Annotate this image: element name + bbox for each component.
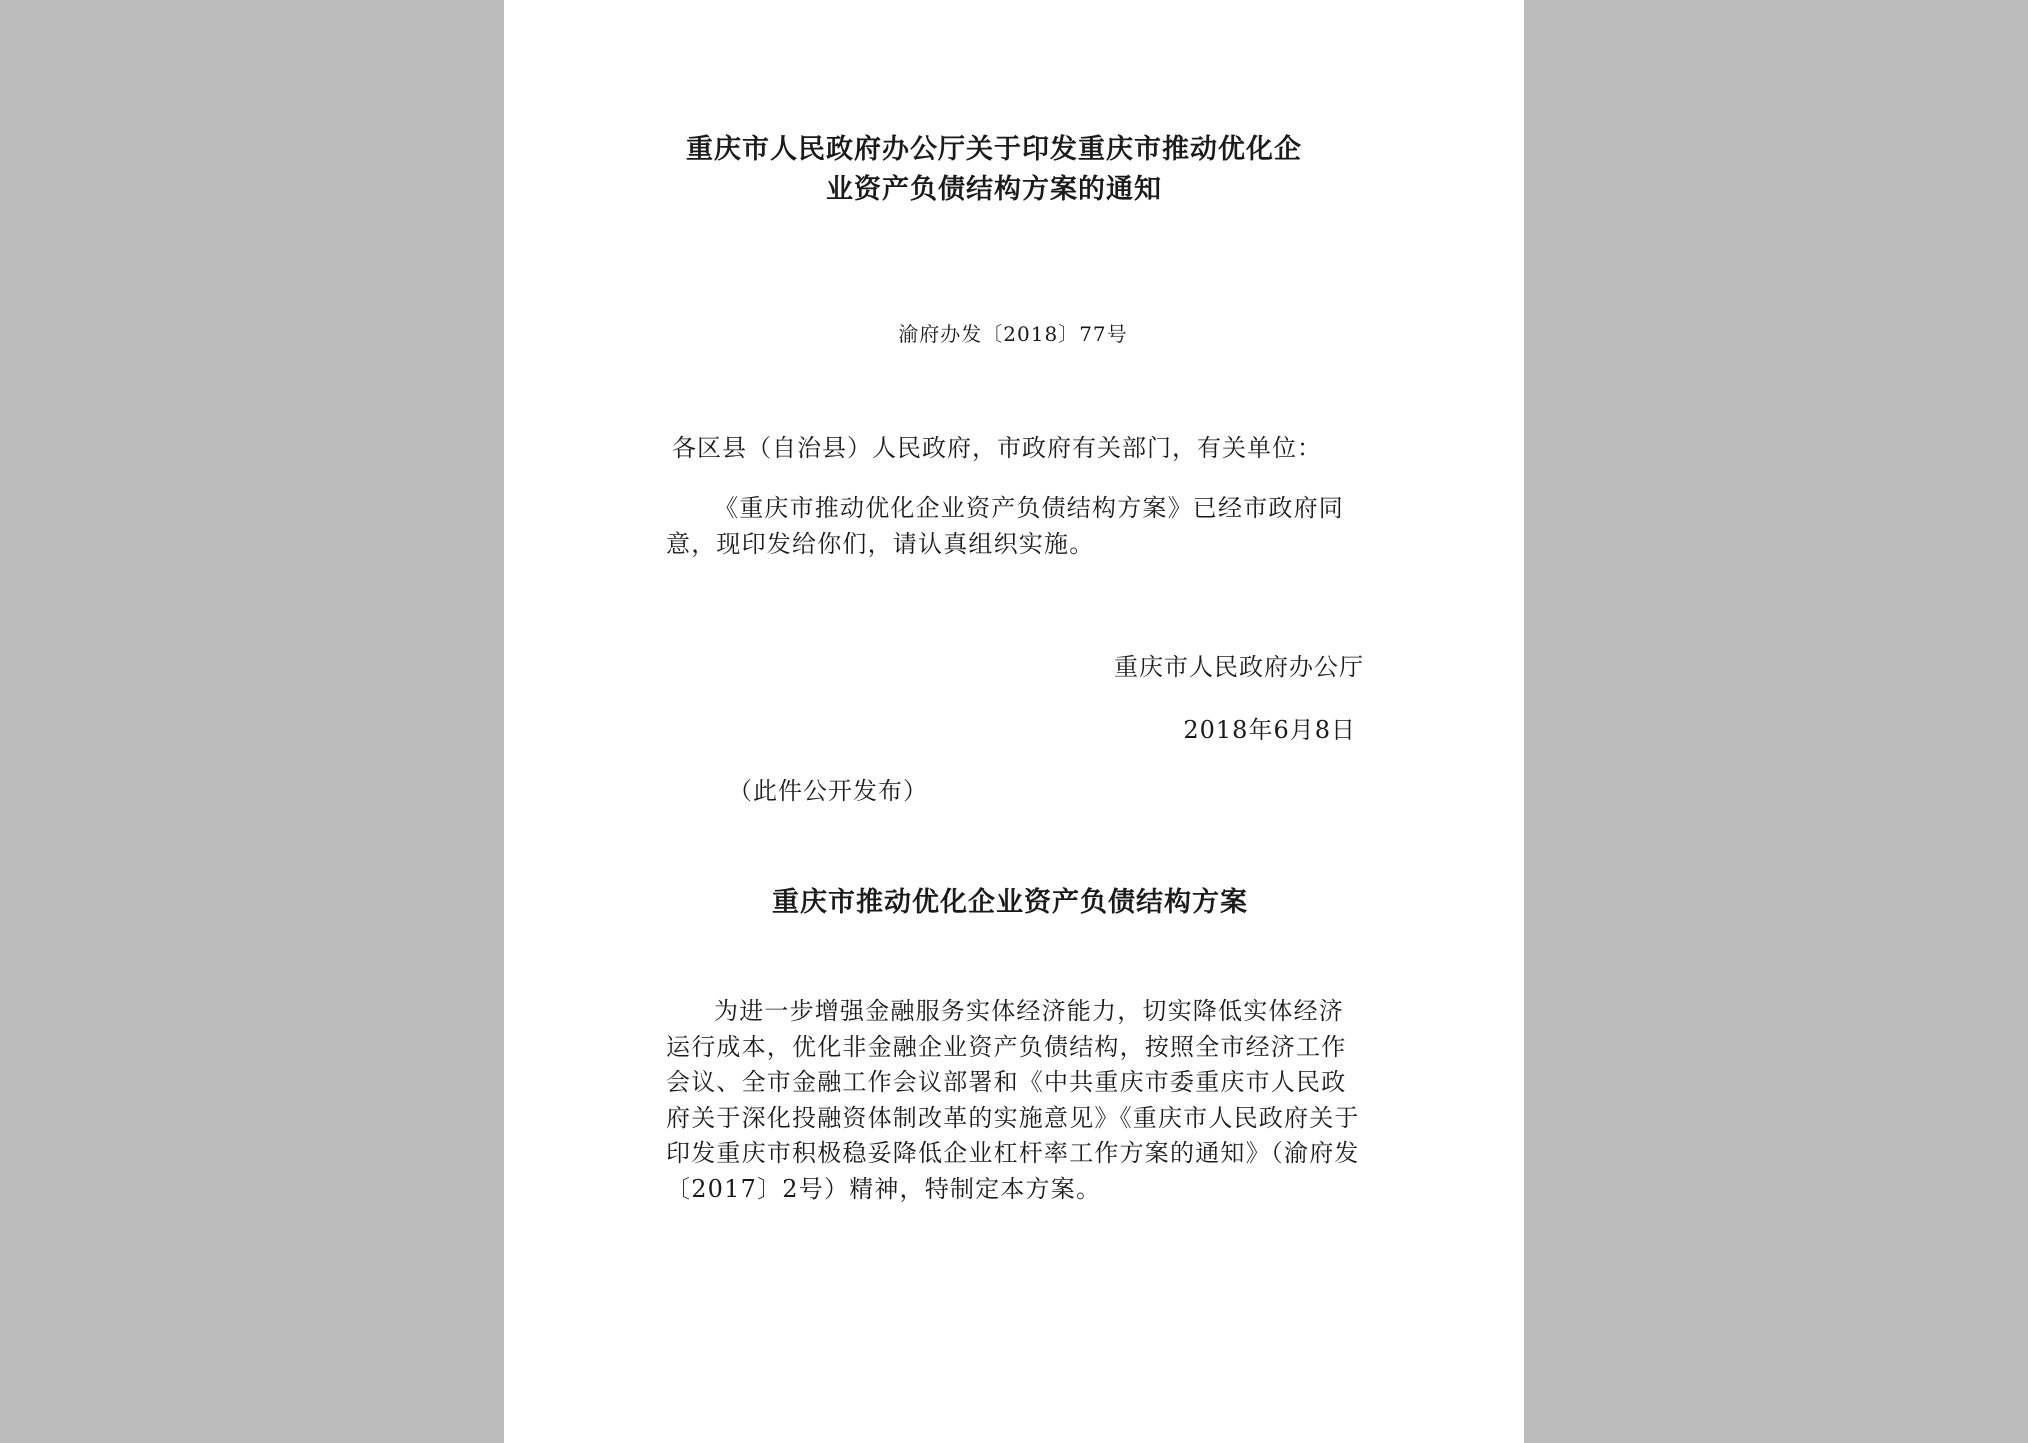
issue-date: 2018年6月8日 — [1183, 716, 1356, 744]
plan-paragraph: 为进一步增强金融服务实体经济能力，切实降低实体经济运行成本，优化非金融企业资产负债结构，按照全市经济工作会议、全市金融工作会议部署和《中共重庆市委重庆市人民政府关于深化投融资体制改革的实施意见》《重庆市人民政府关于印发重庆市积极稳妥降低企业杠杆率工作方案的通知》（渝府发〔2017〕2号）精神，特制定本方案。 — [666, 997, 1360, 1203]
notice-paragraph: 《重庆市推动优化企业资产负债结构方案》已经市政府同意，现印发给你们，请认真组织实施。 — [666, 494, 1344, 558]
document-title-line2: 业资产负债结构方案的通知 — [826, 174, 1162, 205]
plan-title: 重庆市推动优化企业资产负债结构方案 — [772, 887, 1248, 918]
document-title — [624, 130, 1364, 210]
salutation: 各区县（自治县）人民政府，市政府有关部门，有关单位： — [672, 434, 1322, 462]
document-title-line1: 重庆市人民政府办公厅关于印发重庆市推动优化企 — [686, 134, 1302, 165]
document-page — [504, 0, 1524, 1443]
viewer-backdrop-right — [1524, 0, 2028, 1443]
publication-note: （此件公开发布） — [728, 777, 928, 805]
issuing-office: 重庆市人民政府办公厅 — [1114, 653, 1364, 681]
document-number: 渝府办发〔2018〕77号 — [898, 322, 1128, 346]
viewer-backdrop-left — [0, 0, 504, 1443]
